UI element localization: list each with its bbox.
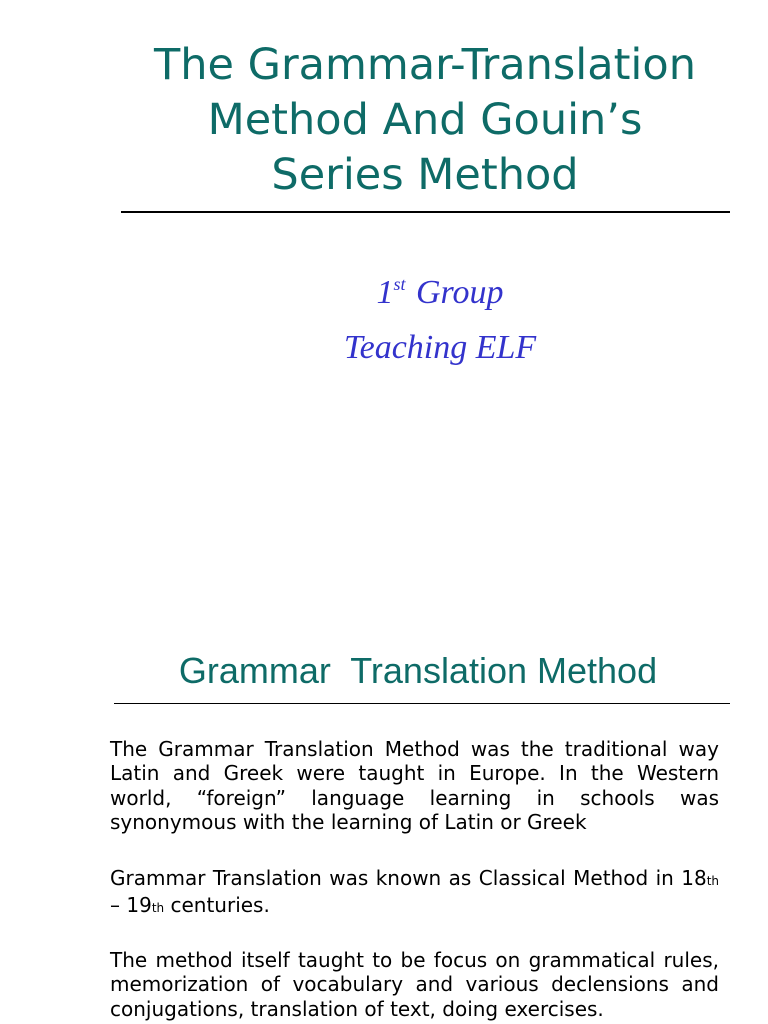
group-ordinal-number: 1 [376, 274, 394, 311]
paragraph-method-focus: The method itself taught to be focus on grammatical rules, memorization of vocabulary and various declensions and conjugations, translation of text, doing exercises. [110, 948, 719, 1021]
group-subtitle [200, 273, 680, 317]
group-label: Group [415, 274, 504, 311]
group-ordinal-suffix: st [393, 274, 406, 294]
course-subtitle: Teaching ELF [343, 329, 537, 366]
title-divider [121, 211, 730, 213]
paragraph-classical-method [110, 866, 719, 921]
slide-1-title-line: The Grammar-Translation [154, 40, 696, 90]
slide-1-title-line: Series Method [271, 150, 579, 200]
section-heading: Grammar Translation Method [178, 650, 658, 691]
ordinal-suffix: th [151, 901, 165, 916]
slide-1-title-line: Method And Gouin’s [207, 95, 643, 145]
heading-divider [114, 703, 730, 704]
paragraph-text: – 19 [110, 893, 152, 918]
paragraph-text: centuries. [164, 893, 270, 918]
paragraph-text: Grammar Translation was known as Classical Method in 18 [110, 866, 707, 890]
ordinal-suffix: th [706, 874, 719, 888]
slide-1-title [120, 38, 730, 203]
paragraph-traditional-method: The Grammar Translation Method was the traditional way Latin and Greek were taught in Europe. In the Western world, “foreign” language learning in schools was synonymous with the learning of Latin or Greek [110, 737, 719, 834]
